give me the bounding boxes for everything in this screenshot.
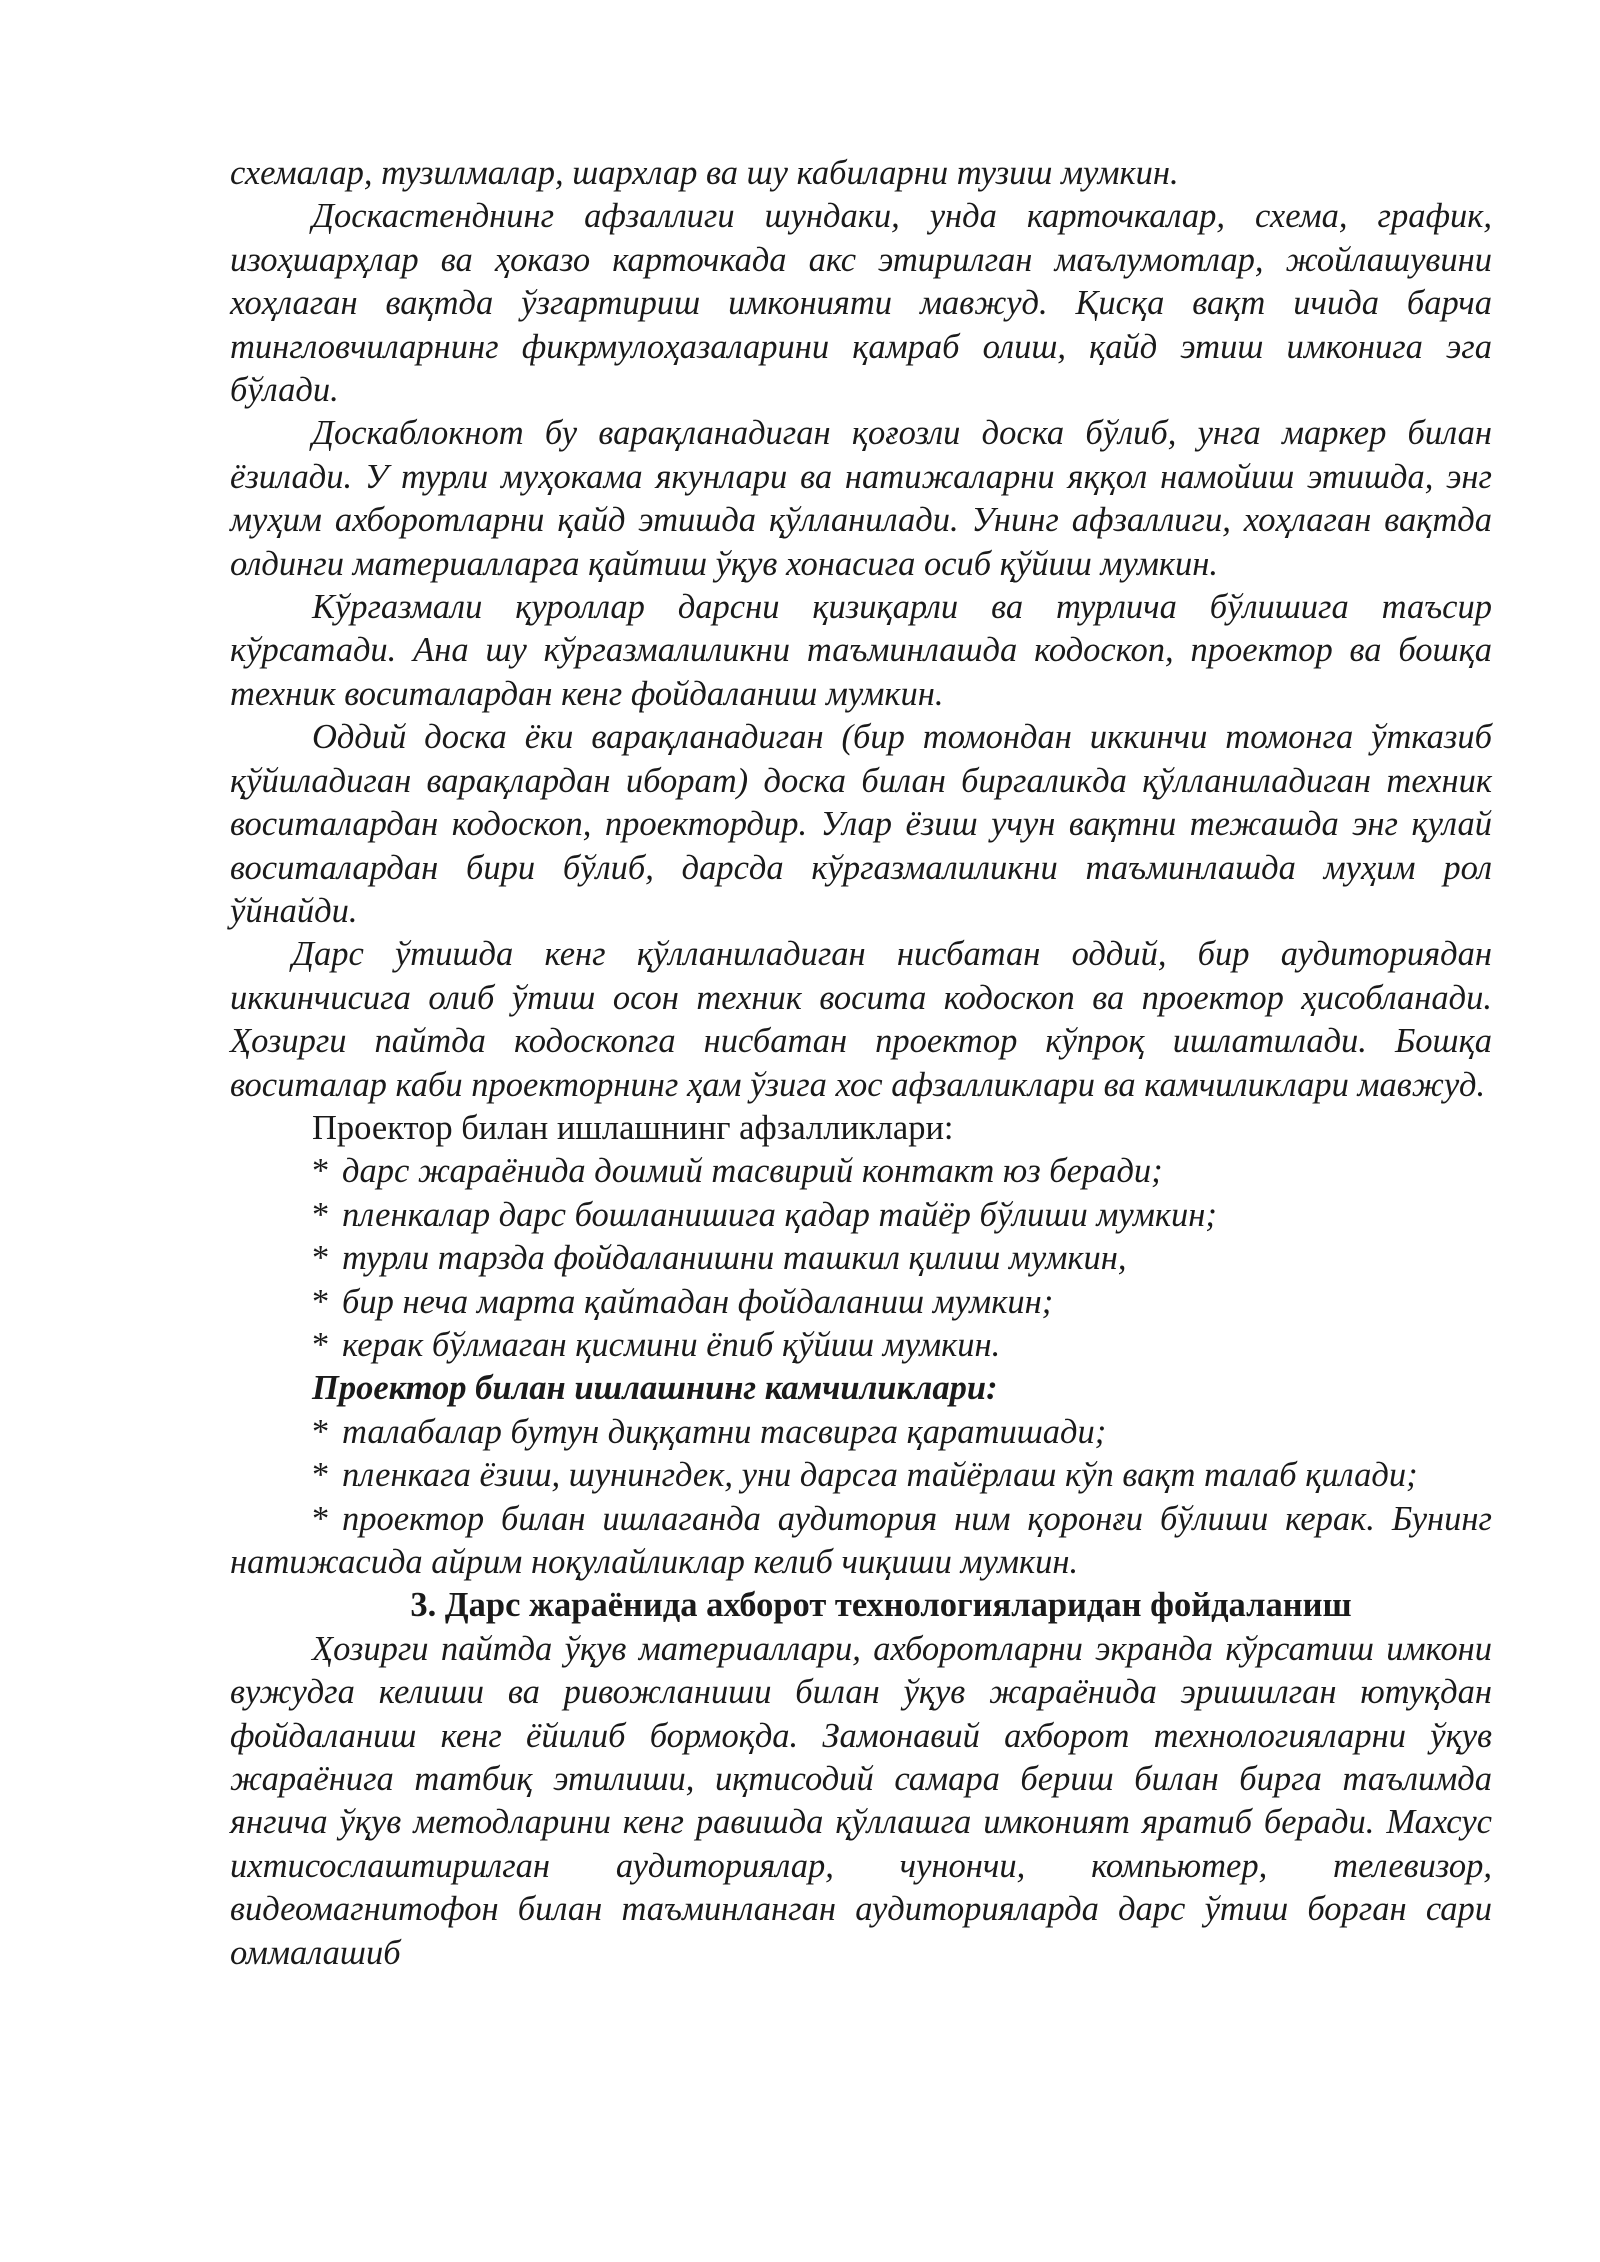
bullet-symbol: *: [312, 1195, 330, 1234]
bullet-symbol: *: [312, 1456, 330, 1495]
list-item: [230, 1498, 1492, 1585]
list-item: [230, 1150, 1492, 1193]
bullet-symbol: *: [312, 1499, 330, 1538]
bullet-symbol: *: [312, 1325, 330, 1364]
list-item: [230, 1411, 1492, 1454]
paragraph-continuation: схемалар, тузилмалар, шархлар ва шу кабиларни тузиш мумкин.: [230, 154, 1179, 192]
bullet-symbol: *: [312, 1282, 330, 1321]
list-item: [230, 1237, 1492, 1280]
bullet-symbol: *: [312, 1412, 330, 1451]
list-item-text: керак бўлмаган қисмини ёпиб қўйиш мумкин.: [342, 1325, 1001, 1364]
paragraph-simple-board: Оддий доска ёки варақланадиган (бир томондан иккинчи томонга ўтказиб қўйиладиган варақлардан иборат) доска билан биргаликда қўлланиладиган техник воситалардан кодоскоп, проектордир. Улар ёзиш учун вақтни тежашда энг қулай воситалардан бири бўлиб, дарсда кўргазмалиликни таъминлашда муҳим рол ўйнайди.: [230, 718, 1492, 930]
paragraph-projector: Дарс ўтишда кенг қўлланиладиган нисбатан оддий, бир аудиториядан иккинчисига олиб ўтиш осон техник восита кодоскоп ва проектор ҳисобланади. Ҳозирги пайтда кодоскопга нисбатан проектор кўпроқ ишлатилади. Бошқа воситалар каби проекторнинг ҳам ўзига хос афзалликлари ва камчиликлари мавжуд.: [230, 935, 1492, 1104]
list-item: [230, 1194, 1492, 1237]
list-item-text: проектор билан ишлаганда аудитория ним қоронғи бўлиши керак. Бунинг натижасида айрим ноқулайликлар келиб чиқиши мумкин.: [230, 1499, 1492, 1581]
document-page: [230, 152, 1492, 1975]
list-item-text: пленкага ёзиш, шунингдек, уни дарсга тайёрлаш кўп вақт талаб қилади;: [342, 1456, 1418, 1495]
paragraph-doskastend: Доскастенднинг афзаллиги шундаки, унда карточкалар, схема, график, изоҳшарҳлар ва ҳоказо карточкада акс этирилган маълумотлар, жойлашувини хоҳлаган вақтда ўзгартириш имконияти мавжуд. Қисқа вақт ичида барча тингловчиларнинг фикрмулоҳазаларини қамраб олиш, қайд этиш имконига эга бўлади.: [230, 197, 1492, 410]
section-heading: 3. Дарс жараёнида ахборот технологияларидан фойдаланиш: [410, 1586, 1352, 1625]
paragraph-doskabloknot: Доскаблокнот бу варақланадиган қоғозли доска бўлиб, унга маркер билан ёзилади. У турли муҳокама якунлари ва натижаларни яққол намойиш этишда, энг муҳим ахборотларни қайд этишда қўлланилади. Унинг афзаллиги, хоҳлаган вақтда олдинги материалларга қайтиш ўқув хонасига осиб қўйиш мумкин.: [230, 414, 1492, 583]
list-item-text: турли тарзда фойдаланишни ташкил қилиш мумкин,: [342, 1239, 1127, 1278]
list-item-text: пленкалар дарс бошланишига қадар тайёр бўлиши мумкин;: [342, 1195, 1217, 1234]
advantages-title: Проектор билан ишлашнинг афзалликлари:: [312, 1108, 954, 1147]
list-item: [230, 1281, 1492, 1324]
list-item-text: талабалар бутун диққатни тасвирга қаратишади;: [342, 1412, 1107, 1451]
disadvantages-title: Проектор билан ишлашнинг камчиликлари:: [312, 1369, 998, 1408]
paragraph-info-tech: Ҳозирги пайтда ўқув материаллари, ахборотларни экранда кўрсатиш имкони вужудга келиши ва ривожланиши билан ўқув жараёнида эришилган ютуқдан фойдаланиш кенг ёйилиб бормоқда. Замонавий ахборот технологияларни ўқув жараёнига татбиқ этилиши, иқтисодий самара бериш билан бирга таълимда янгича ўқув методларини кенг равишда қўллашга имконият яратиб беради. Махсус ихтисослаштирилган аудиториялар, чунончи, компьютер, телевизор, видеомагнитофон билан таъминланган аудиторияларда дарс ўтиш борган сари оммалашиб: [230, 1629, 1492, 1972]
bullet-symbol: *: [312, 1239, 330, 1278]
list-item-text: бир неча марта қайтадан фойдаланиш мумкин;: [342, 1282, 1054, 1321]
bullet-symbol: *: [312, 1152, 330, 1191]
list-item: [230, 1454, 1492, 1497]
list-item-text: дарс жараёнида доимий тасвирий контакт юз беради;: [342, 1152, 1163, 1191]
paragraph-visual-aids: Кўргазмали қуроллар дарсни қизиқарли ва турлича бўлишига таъсир кўрсатади. Ана шу кўргазмалиликни таъминлашда кодоскоп, проектор ва бошқа техник воситалардан кенг фойдаланиш мумкин.: [230, 588, 1492, 713]
list-item: [230, 1324, 1492, 1367]
